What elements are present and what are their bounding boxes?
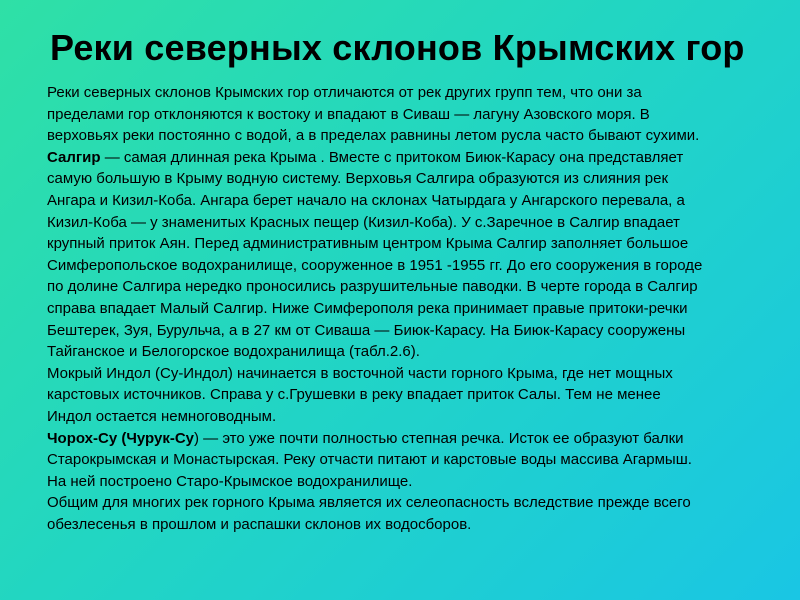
paragraph-churuk-su <box>47 428 799 493</box>
text-span: ) — это уже почти полностью степная речка. Исток ее образуют балки <box>194 429 684 447</box>
text-line: обезлесенья в прошлом и распашки склонов их водосборов. <box>47 515 472 533</box>
text-line: На ней построено Старо-Крымское водохранилище. <box>47 472 413 490</box>
text-line: Ангара и Кизил-Коба. Ангара берет начало на склонах Чатырдага у Ангарского перевала, а <box>47 191 685 209</box>
text-line: Реки северных склонов Крымских гор отличаются от рек других групп тем, что они за <box>47 84 642 101</box>
paragraph-conclusion <box>47 492 799 535</box>
text-line: Индол остается немноговодным. <box>47 407 277 425</box>
text-line: карстовых источников. Справа у с.Грушевки в реку впадает приток Салы. Тем не менее <box>47 386 661 404</box>
paragraph-salgir <box>47 147 799 363</box>
text-line: справа впадает Малый Салгир. Ниже Симферополя река принимает правые притоки-речки <box>47 299 688 317</box>
text-line: Общим для многих рек горного Крыма является их селеопасность вследствие прежде всего <box>47 494 691 512</box>
text-line: по долине Салгира нередко проносились разрушительные паводки. В черте города в Салгир <box>47 278 698 296</box>
text-line: Бештерек, Зуя, Бурульча, а в 27 км от Сиваша — Биюк-Карасу. На Биюк-Карасу сооружены <box>47 321 686 339</box>
text-line <box>47 147 799 169</box>
river-name-salgir: Салгир <box>47 148 101 166</box>
text-line: верховьях реки постоянно с водой, а в пределах равнины летом русла часто бывают сухими. <box>47 127 700 145</box>
text-line: Кизил-Коба — у знаменитых Красных пещер (Кизил-Коба). У с.Заречное в Салгир впадает <box>47 213 680 231</box>
text-line: крупный приток Аян. Перед административным центром Крыма Салгир заполняет большое <box>47 235 689 253</box>
paragraph-intro <box>47 82 799 147</box>
slide-body <box>47 82 799 535</box>
slide-title: Реки северных склонов Крымских гор <box>50 27 745 68</box>
text-line: Старокрымская и Монастырская. Реку отчасти питают и карстовые воды массива Агармыш. <box>47 451 692 469</box>
paragraph-indol <box>47 363 799 428</box>
text-line: Тайганское и Белогорское водохранилища (табл.2.6). <box>47 343 420 361</box>
text-span: — самая длинная река Крыма . Вместе с притоком Биюк-Карасу она представляет <box>100 148 684 166</box>
text-line: Симферопольское водохранилище, сооруженное в 1951 -1955 гг. До его сооружения в городе <box>47 256 703 274</box>
text-line <box>47 428 799 450</box>
text-line: Мокрый Индол (Су-Индол) начинается в восточной части горного Крыма, где нет мощных <box>47 364 673 382</box>
text-line: самую большую в Крыму водную систему. Верховья Салгира образуются из слияния рек <box>47 170 669 188</box>
river-name-churuk-su: Чорох-Су (Чурук-Су <box>47 429 194 447</box>
text-line: пределами гор отклоняются к востоку и впадают в Сиваш — лагуну Азовского моря. В <box>47 105 650 123</box>
